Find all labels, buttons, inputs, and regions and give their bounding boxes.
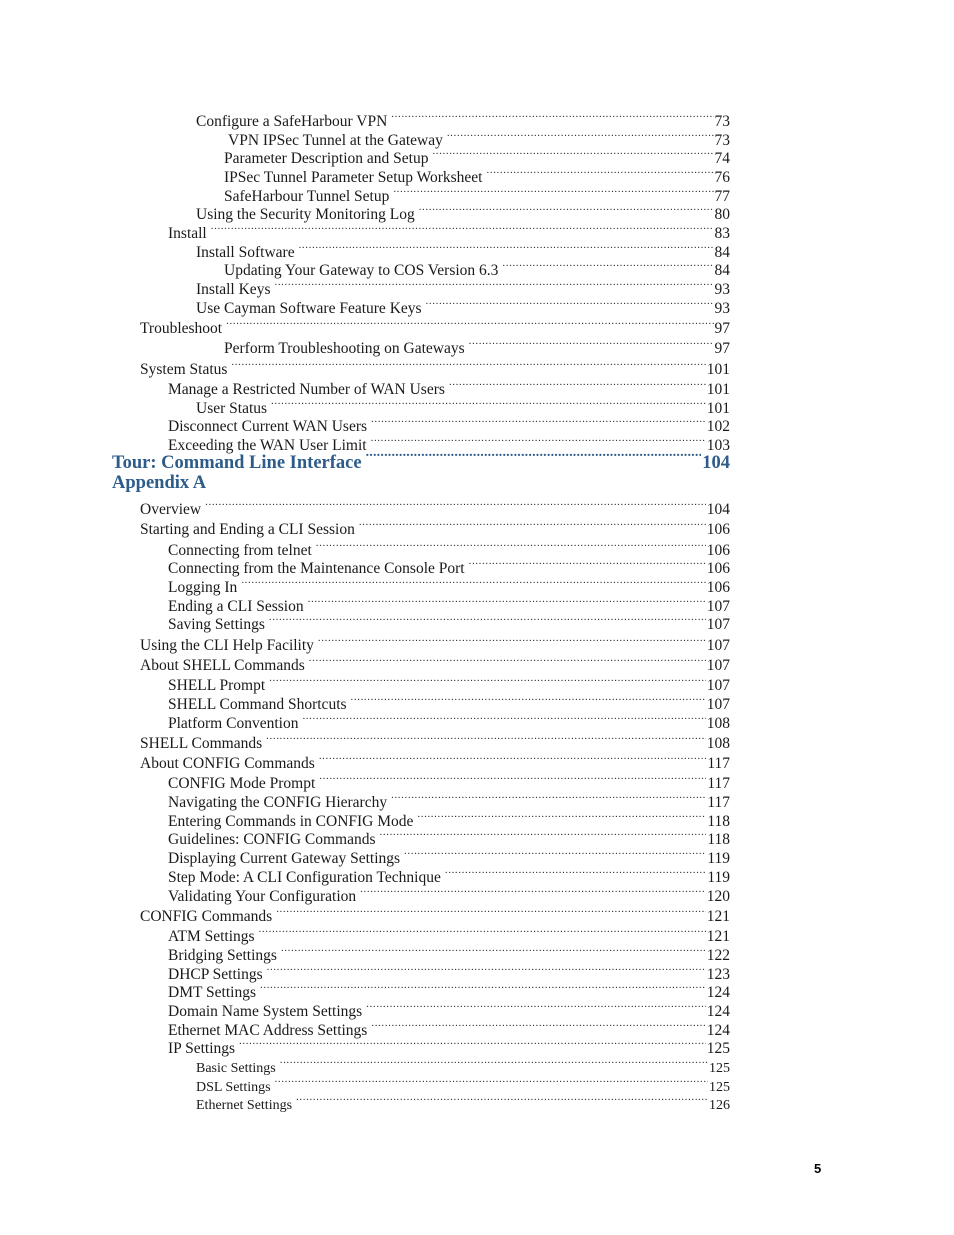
dot-leader xyxy=(239,1035,706,1053)
toc-entry[interactable] xyxy=(224,164,730,186)
dot-leader xyxy=(502,257,713,275)
toc-entry-page: 107 xyxy=(706,598,730,615)
dot-leader xyxy=(280,1054,708,1072)
dot-leader xyxy=(391,108,713,126)
toc-entry-label: Step Mode: A CLI Configuration Technique xyxy=(168,869,441,886)
toc-entry[interactable] xyxy=(140,315,730,337)
toc-entry[interactable] xyxy=(196,1054,730,1076)
toc-entry[interactable] xyxy=(168,998,730,1020)
toc-entry-label: Manage a Restricted Number of WAN Users xyxy=(168,381,445,398)
dot-leader xyxy=(226,315,713,333)
toc-entry[interactable] xyxy=(168,789,730,811)
toc-entry-page: 77 xyxy=(714,188,730,205)
toc-entry-label: SafeHarbour Tunnel Setup xyxy=(224,188,390,205)
dot-leader xyxy=(404,845,706,863)
toc-entry[interactable] xyxy=(140,730,730,752)
toc-entry[interactable] xyxy=(168,961,730,983)
dot-leader xyxy=(360,883,706,901)
dot-leader xyxy=(269,672,706,690)
toc-entry-page: 101 xyxy=(706,381,730,398)
dot-leader xyxy=(205,496,706,514)
dot-leader xyxy=(302,710,705,728)
toc-entry-label: SHELL Commands xyxy=(140,735,263,752)
toc-entry-page: 83 xyxy=(714,225,730,242)
dot-leader xyxy=(296,1091,708,1109)
dot-leader xyxy=(319,770,706,788)
toc-entry-label: Validating Your Configuration xyxy=(168,888,357,905)
toc-entry[interactable] xyxy=(168,808,730,830)
dot-leader xyxy=(318,632,706,650)
toc-entry-page: 108 xyxy=(706,735,730,752)
toc-entry[interactable] xyxy=(196,395,730,417)
toc-entry-label: CONFIG Mode Prompt xyxy=(168,775,316,792)
toc-entry-label: About SHELL Commands xyxy=(140,657,305,674)
toc-entry-page: 84 xyxy=(714,262,730,279)
dot-leader xyxy=(319,750,706,768)
toc-entry-label: Perform Troubleshooting on Gateways xyxy=(224,340,465,357)
toc-entry-label: Displaying Current Gateway Settings xyxy=(168,850,401,867)
dot-leader xyxy=(419,201,714,219)
dot-leader xyxy=(447,127,714,145)
toc-entry[interactable] xyxy=(168,1035,730,1057)
toc-entry-page: 104 xyxy=(706,501,730,518)
toc-entry-label: Configure a SafeHarbour VPN xyxy=(196,113,388,130)
toc-entry-label: Saving Settings xyxy=(168,616,265,633)
dot-leader xyxy=(366,998,706,1016)
toc-entry-label: Navigating the CONFIG Hierarchy xyxy=(168,794,388,811)
toc-entry-label: Connecting from the Maintenance Console Port xyxy=(168,560,465,577)
toc-entry-page: 106 xyxy=(706,579,730,596)
toc-entry-label: Entering Commands in CONFIG Mode xyxy=(168,813,414,830)
toc-entry[interactable] xyxy=(168,555,730,577)
dot-leader xyxy=(371,413,706,431)
toc-entry[interactable] xyxy=(168,611,730,633)
toc-entry[interactable] xyxy=(140,516,730,538)
toc-entry-page: 119 xyxy=(707,869,730,886)
dot-leader xyxy=(449,376,706,394)
toc-entry-page: 97 xyxy=(714,340,730,357)
toc-entry[interactable] xyxy=(228,127,730,149)
toc-entry-page: 124 xyxy=(706,1003,730,1020)
toc-entry-page: 108 xyxy=(706,715,730,732)
dot-leader xyxy=(271,395,706,413)
toc-entry-label: Ethernet MAC Address Settings xyxy=(168,1022,368,1039)
toc-entry-label: Guidelines: CONFIG Commands xyxy=(168,831,376,848)
toc-entry[interactable] xyxy=(140,903,730,925)
toc-entry[interactable] xyxy=(196,1073,730,1095)
toc-entry-label: CONFIG Commands xyxy=(140,908,273,925)
toc-entry-page: 107 xyxy=(706,616,730,633)
chapter-title: Tour: Command Line Interface xyxy=(112,453,362,473)
dot-leader xyxy=(308,593,706,611)
toc-entry-page: 73 xyxy=(714,132,730,149)
toc-entry-page: 73 xyxy=(714,113,730,130)
toc-entry[interactable] xyxy=(168,979,730,1001)
toc-entry[interactable] xyxy=(168,691,730,713)
toc-entry-page: 97 xyxy=(714,320,730,337)
toc-entry[interactable] xyxy=(224,145,730,167)
chapter-page: 104 xyxy=(702,453,730,473)
dot-leader xyxy=(469,555,706,573)
toc-entry-page: 101 xyxy=(706,400,730,417)
toc-entry-page: 125 xyxy=(709,1080,730,1095)
toc-entry-label: System Status xyxy=(140,361,228,378)
toc-entry[interactable] xyxy=(196,295,730,317)
toc-entry-label: Exceeding the WAN User Limit xyxy=(168,437,367,454)
toc-entry-page: 102 xyxy=(706,418,730,435)
toc-entry-label: IPSec Tunnel Parameter Setup Worksheet xyxy=(224,169,483,186)
toc-entry[interactable] xyxy=(168,770,730,792)
dot-leader xyxy=(299,239,714,257)
toc-entry-label: Using the Security Monitoring Log xyxy=(196,206,415,223)
toc-chapter-entry[interactable] xyxy=(112,450,730,472)
toc-entry-page: 119 xyxy=(707,850,730,867)
dot-leader xyxy=(380,826,707,844)
toc-entry-label: Install xyxy=(168,225,207,242)
toc-entry-page: 76 xyxy=(714,169,730,186)
toc-entry-page: 121 xyxy=(706,928,730,945)
toc-entry-page: 125 xyxy=(709,1061,730,1076)
toc-entry-label: Install Software xyxy=(196,244,295,261)
toc-entry-label: DSL Settings xyxy=(196,1080,271,1095)
toc-entry[interactable] xyxy=(168,864,730,886)
dot-leader xyxy=(359,516,706,534)
toc-entry-label: SHELL Command Shortcuts xyxy=(168,696,347,713)
dot-leader xyxy=(417,808,706,826)
toc-entry-page: 84 xyxy=(714,244,730,261)
dot-leader xyxy=(241,574,705,592)
toc-entry-label: Bridging Settings xyxy=(168,947,277,964)
dot-leader xyxy=(275,1073,708,1091)
toc-entry[interactable] xyxy=(196,1091,730,1113)
toc-entry[interactable] xyxy=(224,257,730,279)
toc-entry[interactable] xyxy=(168,845,730,867)
toc-entry-page: 126 xyxy=(709,1098,730,1113)
toc-entry-page: 124 xyxy=(706,984,730,1001)
toc-entry-page: 107 xyxy=(706,677,730,694)
toc-entry-page: 107 xyxy=(706,637,730,654)
toc-entry-label: Connecting from telnet xyxy=(168,542,312,559)
toc-entry-label: Install Keys xyxy=(196,281,271,298)
toc-entry[interactable] xyxy=(168,942,730,964)
toc-entry-label: Overview xyxy=(140,501,202,518)
toc-entry-label: DMT Settings xyxy=(168,984,256,1001)
dot-leader xyxy=(281,942,706,960)
toc-entry[interactable] xyxy=(196,201,730,223)
toc-entry-page: 118 xyxy=(707,831,730,848)
dot-leader xyxy=(316,537,706,555)
dot-leader xyxy=(266,730,706,748)
toc-entry-page: 93 xyxy=(714,300,730,317)
toc-entry-label: Domain Name System Settings xyxy=(168,1003,363,1020)
dot-leader xyxy=(211,220,714,238)
dot-leader xyxy=(391,789,706,807)
dot-leader xyxy=(231,356,705,374)
dot-leader xyxy=(269,611,706,629)
dot-leader xyxy=(432,145,713,163)
dot-leader xyxy=(351,691,706,709)
toc-entry[interactable] xyxy=(168,537,730,559)
toc-entry-label: IP Settings xyxy=(168,1040,236,1057)
toc-entry[interactable] xyxy=(196,239,730,261)
toc-entry[interactable] xyxy=(168,220,730,242)
toc-entry-label: Updating Your Gateway to COS Version 6.3 xyxy=(224,262,499,279)
dot-leader xyxy=(260,979,706,997)
toc-entry-label: Platform Convention xyxy=(168,715,299,732)
toc-entry[interactable] xyxy=(168,432,730,454)
toc-entry-page: 106 xyxy=(706,521,730,538)
toc-entry-label: ATM Settings xyxy=(168,928,255,945)
dot-leader xyxy=(445,864,706,882)
toc-entry[interactable] xyxy=(196,108,730,130)
toc-entry[interactable] xyxy=(168,672,730,694)
page-number: 5 xyxy=(814,1161,822,1176)
toc-entry-page: 117 xyxy=(707,794,730,811)
dot-leader xyxy=(426,295,714,313)
toc-entry[interactable] xyxy=(140,750,730,772)
dot-leader xyxy=(469,335,714,353)
toc-entry-label: Ethernet Settings xyxy=(196,1098,293,1113)
toc-entry-page: 101 xyxy=(706,361,730,378)
toc-entry[interactable] xyxy=(168,923,730,945)
dot-leader xyxy=(309,652,706,670)
toc-entry-label: SHELL Prompt xyxy=(168,677,266,694)
dot-leader xyxy=(393,183,713,201)
toc-entry-label: VPN IPSec Tunnel at the Gateway xyxy=(228,132,443,149)
toc-entry[interactable] xyxy=(168,574,730,596)
toc-entry-label: User Status xyxy=(196,400,268,417)
toc-entry-label: About CONFIG Commands xyxy=(140,755,315,772)
toc-entry-page: 120 xyxy=(706,888,730,905)
toc-entry-page: 106 xyxy=(706,542,730,559)
toc-entry-label: Troubleshoot xyxy=(140,320,223,337)
toc-entry-page: 93 xyxy=(714,281,730,298)
toc-entry-page: 80 xyxy=(714,206,730,223)
toc-entry-page: 121 xyxy=(706,908,730,925)
toc-entry-page: 117 xyxy=(707,755,730,772)
toc-entry-page: 124 xyxy=(706,1022,730,1039)
toc-entry-page: 74 xyxy=(714,150,730,167)
dot-leader xyxy=(267,961,706,979)
toc-entry[interactable] xyxy=(168,883,730,905)
toc-entry-label: Logging In xyxy=(168,579,238,596)
toc-entry-label: Ending a CLI Session xyxy=(168,598,304,615)
toc-entry-label: Use Cayman Software Feature Keys xyxy=(196,300,422,317)
toc-entry-page: 117 xyxy=(707,775,730,792)
toc-entry[interactable] xyxy=(140,496,730,518)
toc-entry-page: 122 xyxy=(706,947,730,964)
toc-entry[interactable] xyxy=(168,376,730,398)
dot-leader xyxy=(366,450,702,468)
toc-entry-page: 106 xyxy=(706,560,730,577)
toc-entry[interactable] xyxy=(140,652,730,674)
dot-leader xyxy=(259,923,706,941)
toc-entry-label: DHCP Settings xyxy=(168,966,263,983)
toc-entry-page: 123 xyxy=(706,966,730,983)
toc-entry-label: Using the CLI Help Facility xyxy=(140,637,314,654)
toc-entry-page: 125 xyxy=(706,1040,730,1057)
toc-entry-label: Parameter Description and Setup xyxy=(224,150,429,167)
toc-entry[interactable] xyxy=(140,632,730,654)
toc-entry[interactable] xyxy=(196,276,730,298)
toc-entry[interactable] xyxy=(224,335,730,357)
toc-entry[interactable] xyxy=(140,356,730,378)
chapter-subtitle: Appendix A xyxy=(112,473,207,493)
toc-entry-page: 118 xyxy=(707,813,730,830)
dot-leader xyxy=(371,1017,705,1035)
toc-entry-label: Disconnect Current WAN Users xyxy=(168,418,368,435)
toc-entry-page: 107 xyxy=(706,696,730,713)
dot-leader xyxy=(276,903,706,921)
toc-entry-page: 103 xyxy=(706,437,730,454)
toc-entry[interactable] xyxy=(168,413,730,435)
toc-entry-page: 107 xyxy=(706,657,730,674)
toc-entry-label: Starting and Ending a CLI Session xyxy=(140,521,355,538)
toc-entry[interactable] xyxy=(224,183,730,205)
toc-entry[interactable] xyxy=(168,593,730,615)
toc-entry-label: Basic Settings xyxy=(196,1061,276,1076)
toc-entry[interactable] xyxy=(168,1017,730,1039)
toc-entry[interactable] xyxy=(168,826,730,848)
toc-entry[interactable] xyxy=(168,710,730,732)
dot-leader xyxy=(274,276,713,294)
dot-leader xyxy=(371,432,706,450)
dot-leader xyxy=(487,164,714,182)
